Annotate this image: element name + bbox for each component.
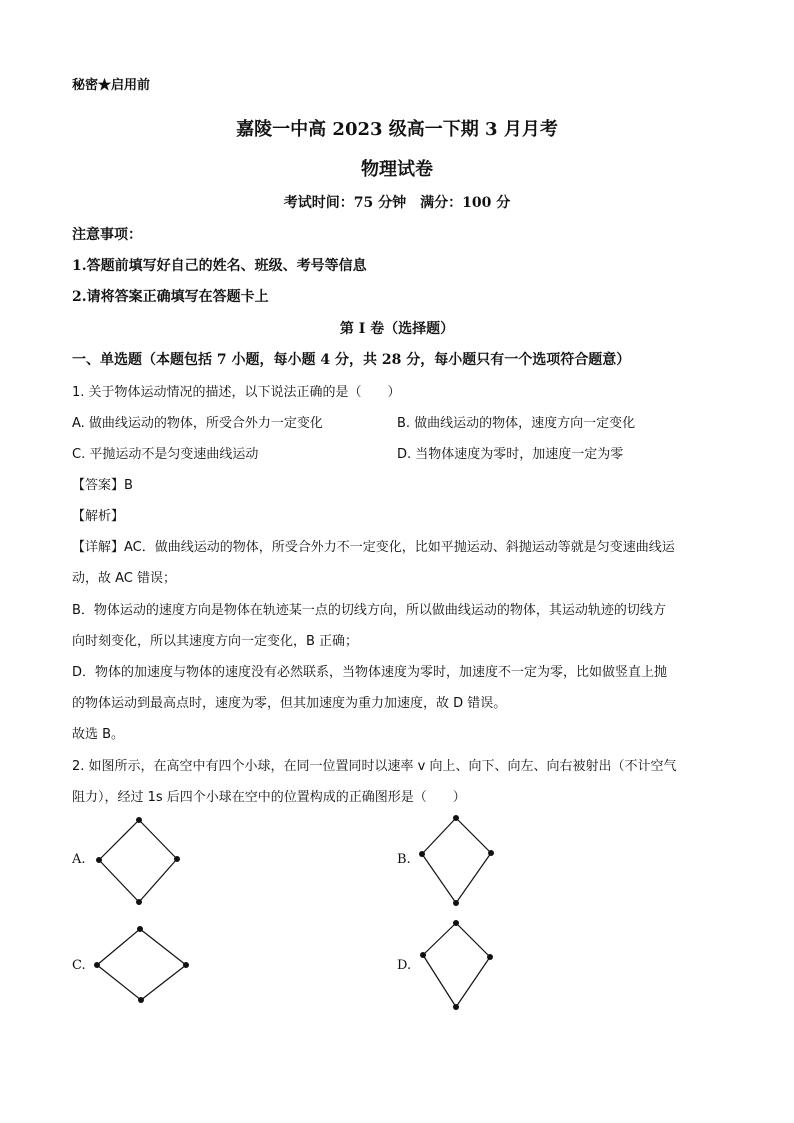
ball-bottom: [453, 900, 459, 906]
q1-detail-line: 故选 B。: [72, 727, 125, 742]
q2-figure-d: [414, 917, 504, 1017]
q2-option-b-label: B.: [397, 852, 411, 867]
time-info: 考试时间：75 分钟 满分：100 分: [283, 195, 511, 211]
ball-top: [453, 920, 459, 926]
ball-right: [174, 856, 180, 862]
q2-option-a-label: A.: [72, 852, 86, 867]
ball-top: [136, 817, 142, 823]
q1-detail-line: 【详解】AC．做曲线运动的物体，所受合外力不一定变化，比如平抛运动、斜抛运动等就是匀变速曲线运: [72, 540, 675, 555]
q1-detail-line: 动，故 AC 错误；: [72, 571, 177, 586]
note-item-1: 1.答题前填写好自己的姓名、班级、考号等信息: [72, 258, 367, 274]
q1-detail-line: D．物体的加速度与物体的速度没有必然联系，当物体速度为零时，加速度不一定为零，比如做竖直上抛: [72, 665, 668, 680]
q1-answer: 【答案】B: [72, 478, 133, 493]
q1-analysis-label: 【解析】: [72, 509, 125, 524]
ball-right: [487, 954, 493, 960]
ball-left: [420, 952, 426, 958]
ball-left: [419, 851, 425, 857]
q1-detail-line: 的物体运动到最高点时，速度为零，但其加速度为重力加速度，故 D 错误。: [72, 696, 507, 711]
ball-top: [137, 926, 143, 932]
secret-label: 秘密★启用前: [72, 78, 151, 93]
ball-right: [488, 850, 494, 856]
ball-bottom: [136, 899, 142, 905]
note-item-2: 2.请将答案正确填写在答题卡上: [72, 289, 269, 305]
q2-option-d-label: D.: [397, 958, 412, 973]
q1-detail-line: 向时刻变化，所以其速度方向一定变化，B 正确；: [72, 634, 359, 649]
ball-left: [96, 857, 102, 863]
q2-figure-b: [414, 812, 504, 912]
q1-stem: 1. 关于物体运动情况的描述，以下说法正确的是（ ）: [72, 385, 401, 400]
exam-title: 嘉陵一中高 2023 级高一下期 3 月月考: [236, 119, 558, 140]
ball-top: [453, 815, 459, 821]
q1-detail-line: B．物体运动的速度方向是物体在轨迹某一点的切线方向，所以做曲线运动的物体，其运动轨迹的切线方: [72, 603, 666, 618]
q2-stem-line: 阻力），经过 1s 后四个小球在空中的位置构成的正确图形是（ ）: [72, 790, 466, 805]
q2-figure-a: [90, 815, 190, 910]
ball-bottom: [453, 1004, 459, 1010]
q2-stem-line: 2. 如图所示，在高空中有四个小球，在同一位置同时以速率 v 向上、向下、向左、向右被射出（不计空气: [72, 759, 677, 774]
subject-title: 物理试卷: [361, 159, 433, 180]
q2-figure-c: [90, 924, 195, 1009]
ball-left: [94, 962, 100, 968]
part-title: 一、单选题（本题包括 7 小题，每小题 4 分，共 28 分，每小题只有一个选项符合题意）: [72, 352, 631, 368]
notes-heading: 注意事项：: [72, 227, 142, 243]
q1-option-a: A. 做曲线运动的物体，所受合外力一定变化: [72, 416, 323, 431]
ball-right: [183, 962, 189, 968]
q2-option-c-label: C.: [72, 958, 86, 973]
volume-title: 第 I 卷（选择题）: [339, 321, 455, 337]
q1-option-c: C. 平抛运动不是匀变速曲线运动: [72, 447, 259, 462]
q1-option-b: B. 做曲线运动的物体，速度方向一定变化: [397, 416, 636, 431]
ball-bottom: [138, 997, 144, 1003]
q1-option-d: D. 当物体速度为零时，加速度一定为零: [397, 447, 624, 462]
